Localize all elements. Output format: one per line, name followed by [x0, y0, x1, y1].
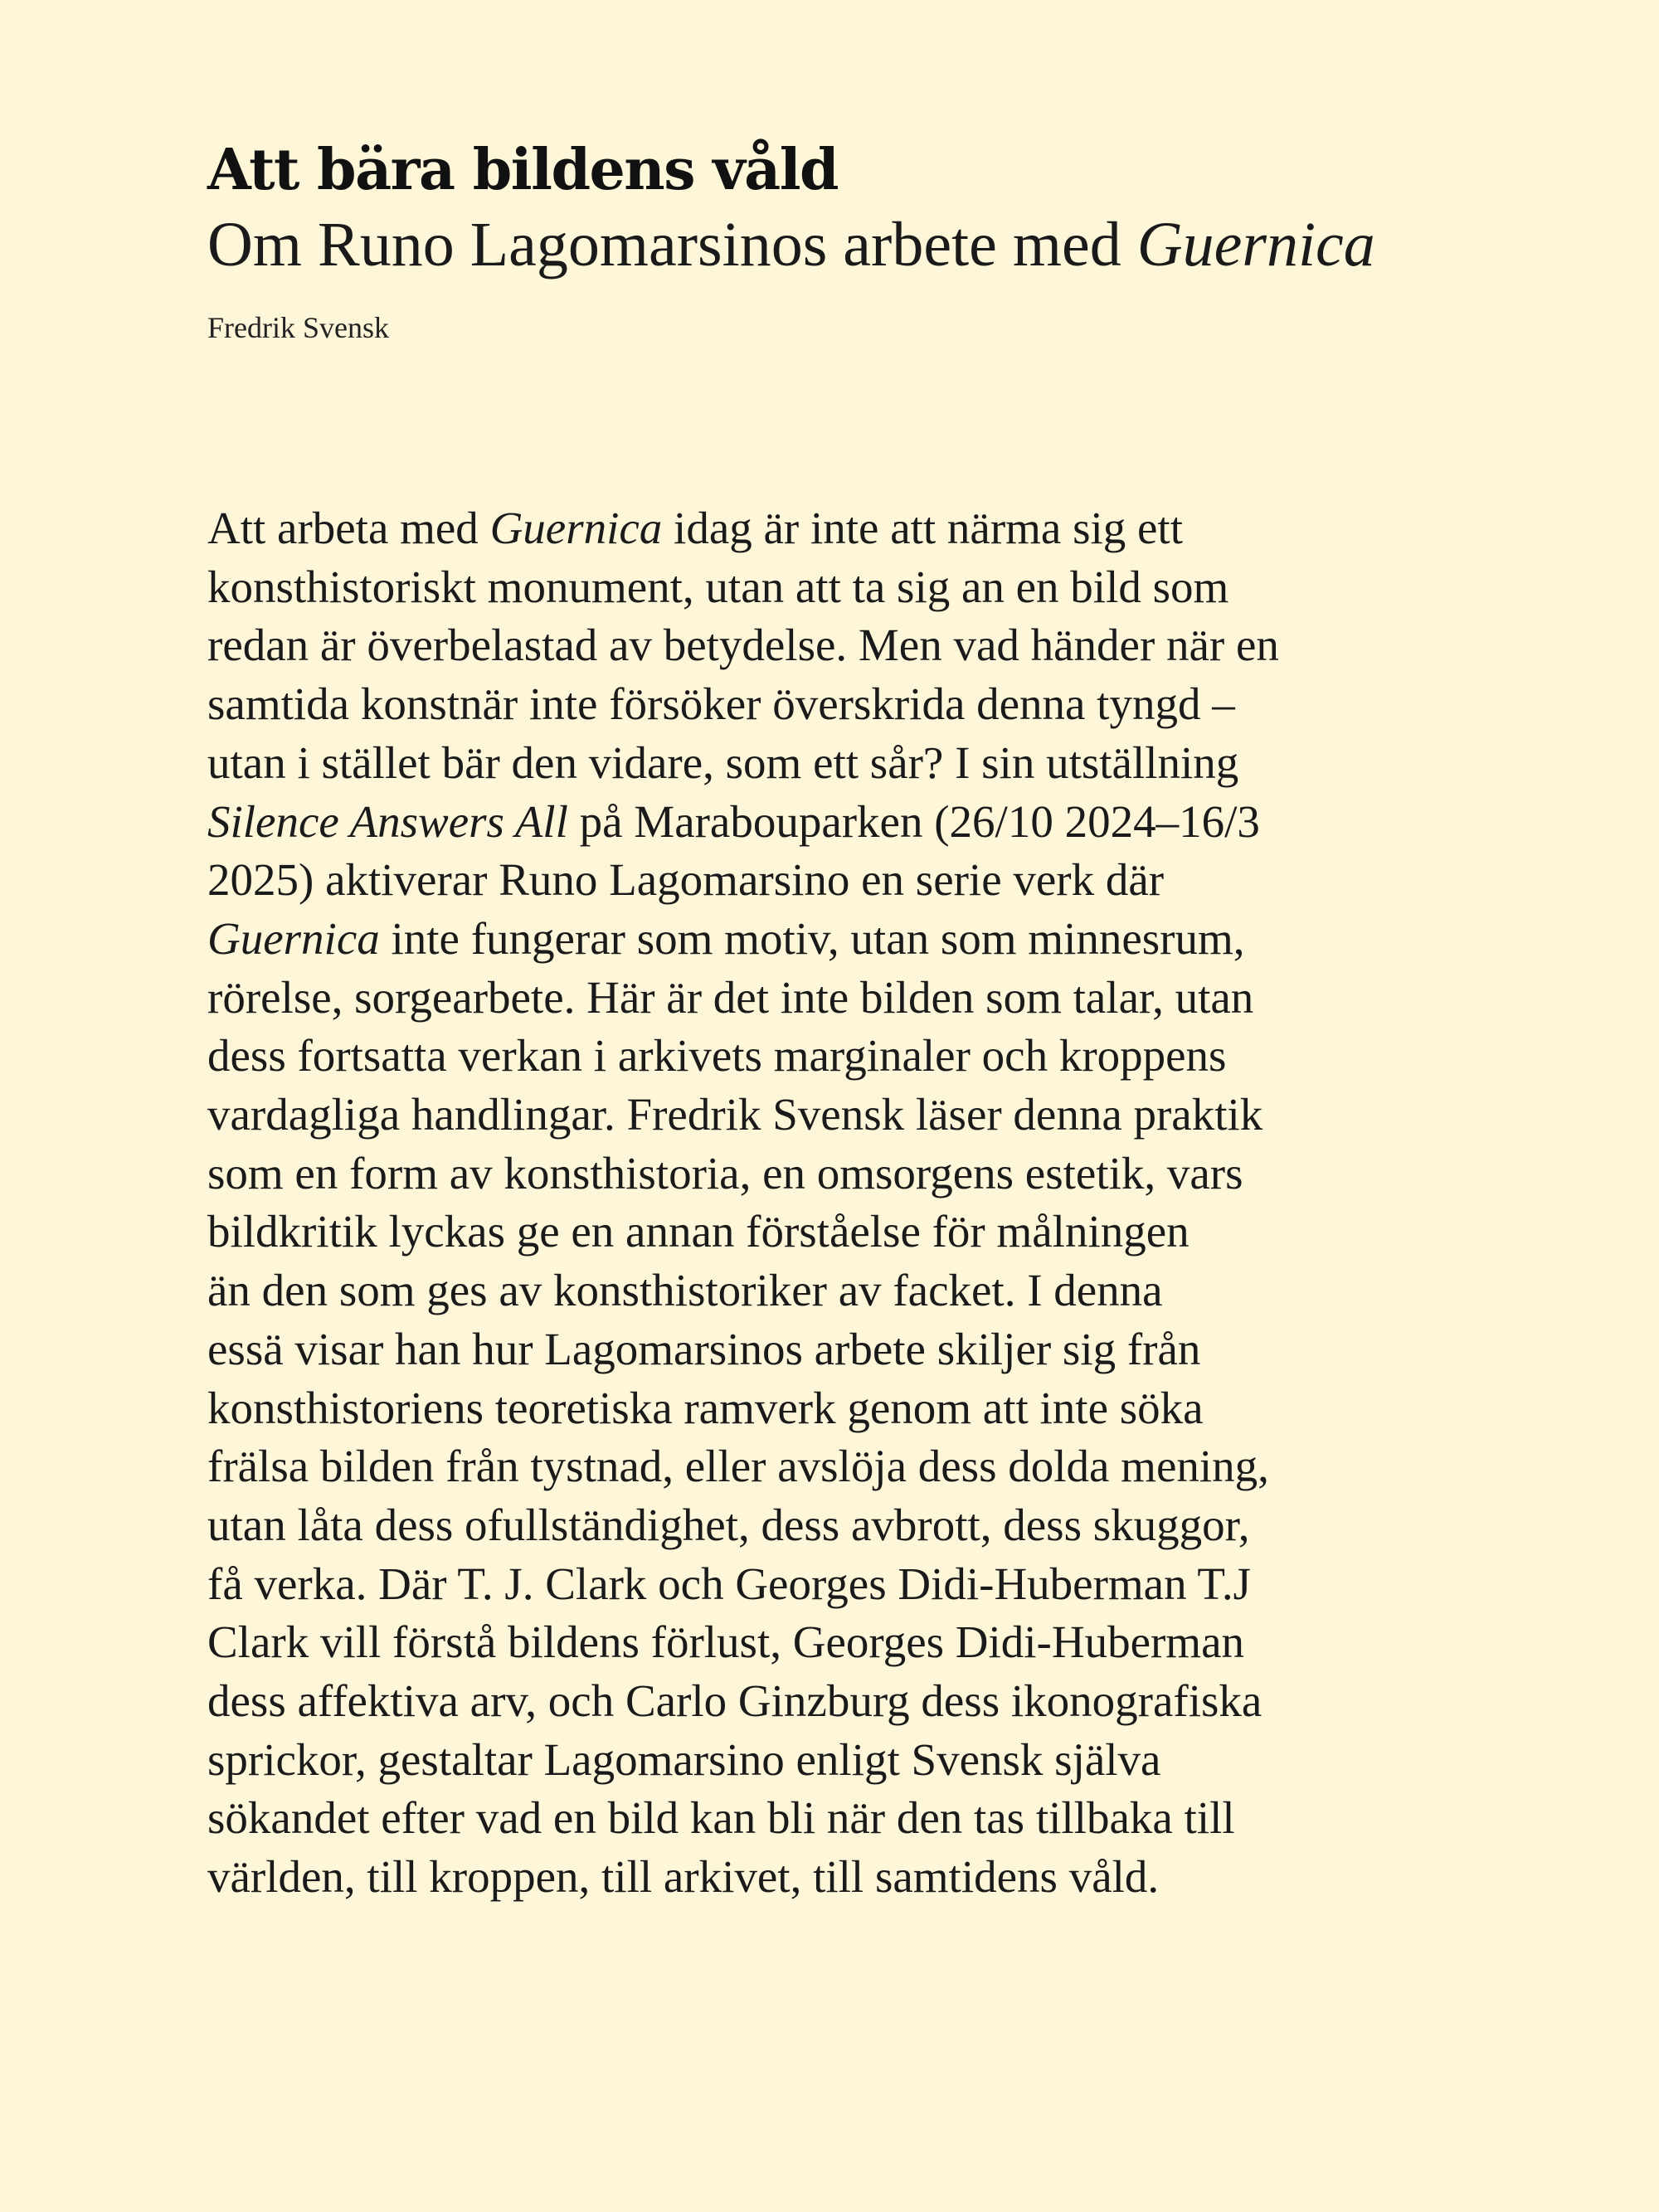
body-text-segment: Att arbeta med [207, 503, 490, 553]
body-line [207, 616, 1402, 675]
body-line [207, 1086, 1402, 1145]
body-text-segment: sökandet efter vad en bild kan bli när den tas tillbaka till [207, 1792, 1235, 1844]
article-subtitle [207, 211, 1375, 280]
body-text-segment: konsthistoriens teoretiska ramverk genom att inte söka [207, 1382, 1204, 1433]
body-text-segment: på Marabouparken (26/10 2024–16/3 [567, 795, 1260, 847]
body-text-segment: utan i stället bär den vidare, som ett sår? I sin utställning [207, 737, 1239, 788]
body-text-segment: frälsa bilden från tystnad, eller avslöja dess dolda mening, [207, 1441, 1269, 1492]
body-text-segment: Clark vill förstå bildens förlust, Georges Didi-Huberman [207, 1616, 1244, 1668]
body-line [207, 793, 1402, 852]
body-line [207, 1145, 1402, 1203]
body-text-segment: essä visar han hur Lagomarsinos arbete skiljer sig från [207, 1323, 1201, 1374]
body-text-segment: rörelse, sorgearbete. Här är det inte bilden som talar, utan [207, 971, 1254, 1023]
body-line [207, 675, 1402, 734]
body-italic-text: Guernica [207, 912, 380, 964]
body-text-segment: få verka. Där T. J. Clark och Georges Didi-Huberman T.J [207, 1558, 1252, 1609]
body-text-segment: 2025) aktiverar Runo Lagomarsino en serie verk där [207, 854, 1165, 906]
body-text-segment: som en form av konsthistoria, en omsorgens estetik, vars [207, 1147, 1243, 1198]
body-text-segment: utan låta dess ofullständighet, dess avbrott, dess skuggor, [207, 1499, 1250, 1550]
subtitle-text: Om Runo Lagomarsinos arbete med [207, 210, 1137, 280]
body-text-segment: inte fungerar som motiv, utan som minnesrum, [379, 912, 1245, 964]
author-byline: Fredrik Svensk [207, 311, 389, 344]
body-line [207, 910, 1402, 969]
body-text-segment: redan är överbelastad av betydelse. Men vad händer när en [207, 620, 1279, 671]
article-body [207, 499, 1402, 1907]
body-line [207, 1437, 1402, 1496]
body-line [207, 1320, 1402, 1379]
body-line [207, 969, 1402, 1028]
body-line [207, 1555, 1402, 1614]
body-line [207, 1379, 1402, 1438]
body-line [207, 1496, 1402, 1555]
body-line [207, 1613, 1402, 1672]
body-line [207, 1731, 1402, 1790]
body-line [207, 851, 1402, 910]
body-line [207, 1262, 1402, 1320]
body-line [207, 1672, 1402, 1731]
body-text-segment: konsthistoriskt monument, utan att ta sig an en bild som [207, 561, 1229, 612]
body-text-segment: än den som ges av konsthistoriker av facket. I denna [207, 1265, 1163, 1316]
body-text-segment: världen, till kroppen, till arkivet, till samtidens våld. [207, 1851, 1160, 1903]
body-text-segment: idag är inte att närma sig ett [662, 503, 1183, 553]
body-text-segment: sprickor, gestaltar Lagomarsino enligt Svensk själva [207, 1733, 1161, 1785]
body-line [207, 1848, 1402, 1907]
body-line [207, 1789, 1402, 1848]
body-text-segment: dess fortsatta verkan i arkivets marginaler och kroppens [207, 1030, 1227, 1082]
subtitle-italic-title: Guernica [1136, 210, 1375, 280]
body-italic-text: Guernica [489, 503, 663, 553]
article-title: Att bära bildens våld [207, 137, 839, 203]
body-line [207, 1027, 1402, 1086]
body-italic-text: Silence Answers All [207, 795, 568, 847]
body-line [207, 734, 1402, 793]
body-text-segment: bildkritik lyckas ge en annan förståelse för målningen [207, 1206, 1190, 1257]
body-text-segment: vardagliga handlingar. Fredrik Svensk läser denna praktik [207, 1089, 1263, 1140]
body-line [207, 499, 1402, 558]
body-line [207, 558, 1402, 617]
body-line [207, 1203, 1402, 1262]
body-text-segment: dess affektiva arv, och Carlo Ginzburg dess ikonografiska [207, 1675, 1262, 1727]
body-text-segment: samtida konstnär inte försöker överskrida denna tyngd – [207, 678, 1235, 730]
